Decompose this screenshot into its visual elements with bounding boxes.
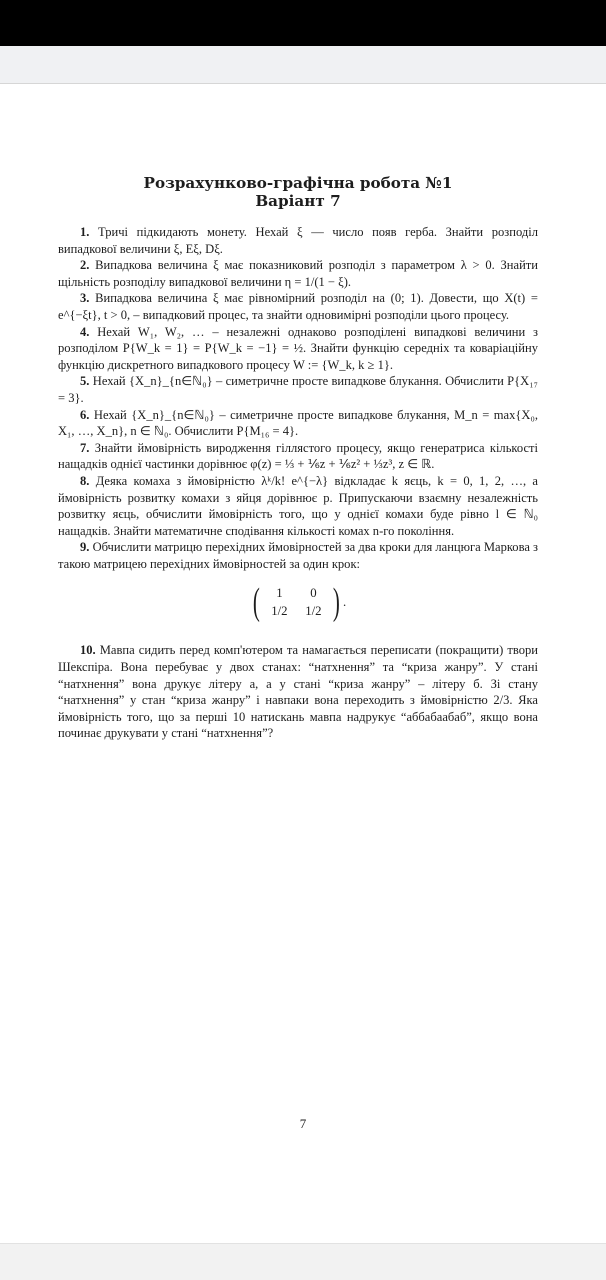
matrix-cell: 1: [276, 585, 283, 600]
transition-matrix: [58, 576, 538, 628]
matrix-grid: [262, 585, 330, 620]
matrix-cell: 1/2: [271, 603, 288, 618]
problem-number: 10.: [80, 643, 96, 658]
title-line-2: Варіант 7: [255, 192, 341, 210]
page-number: 7: [299, 1116, 307, 1131]
problem-number: 1.: [80, 225, 90, 239]
problem-4: [58, 324, 538, 374]
right-paren: ): [333, 581, 341, 624]
problem-text: Нехай W₁, W₂, … – незалежні однаково розподілені випадкові величини з розподілом P{W_k = 1} = P{W_k = −1} = ½. Знайти функцію середніх та коваріаційну функцію дискретного випадкового процесу W := {W_k, k ≥ 1}.: [58, 324, 538, 372]
viewer-toolbar: [0, 46, 606, 84]
problem-6: [58, 407, 538, 440]
problem-number: 4.: [80, 324, 90, 339]
problem-8: [58, 473, 538, 539]
problem-2: [58, 257, 538, 290]
problem-text: Випадкова величина ξ має рівномірний розподіл на (0; 1). Довести, що X(t) = e^{−ξt}, t > 0, – випадковий процес, та знайти одновимірні розподіли цього процесу.: [58, 291, 538, 322]
problem-number: 8.: [80, 473, 90, 488]
document-body: [58, 174, 538, 742]
problem-text: Випадкова величина ξ має показниковий розподіл з параметром λ > 0. Знайти щільність розподілу випадкової величини η = 1/(1 − ξ).: [58, 258, 538, 289]
problem-number: 3.: [80, 291, 90, 306]
problem-number: 2.: [80, 258, 90, 273]
problem-9: [58, 539, 538, 572]
page-title: [58, 174, 538, 210]
problem-text: Знайти ймовірність виродження гіллястого процесу, якщо генератриса кількості нащадків однієї частинки дорівнює φ(z) = ⅓ + ⅙z + ⅙z² + ⅓z³, z ∈ ℝ.: [58, 440, 539, 472]
problem-text: Нехай {X_n}_{n∈ℕ₀} – симетричне просте випадкове блукання, M_n = max{X₀, X₁, …, X_n}, n ∈ ℕ₀. Обчислити P{M₁₆ = 4}.: [58, 407, 538, 439]
problem-number: 7.: [80, 440, 90, 455]
problem-5: [58, 373, 538, 406]
problem-10: [58, 642, 538, 742]
problem-text: Тричі підкидають монету. Нехай ξ — число появ герба. Знайти розподіл випадкової величини ξ, Eξ, Dξ.: [58, 225, 538, 256]
matrix-cell: 1/2: [305, 603, 322, 618]
problem-text: Мавпа сидить перед комп'ютером та намагається переписати (покращити) твори Шекспіра. Вона перебуває у двох станах: “натхнення” та “криза жанру”. У стані “натхнення” вона друкує літеру а, а у стані “криза жанру” – літеру б. Зі стану “натхнення” у стан “криза жанру” і навпаки вона переходить з ймовірністю 2/3. Яка ймовірність того, що за перші 10 натискань мавпа надрукує “аббабаабаб”, якщо вона починає друкувати у стані “натхнення”?: [58, 643, 538, 741]
problem-text: Нехай {X_n}_{n∈ℕ₀} – симетричне просте випадкове блукання. Обчислити P{X₁₇ = 3}.: [58, 374, 538, 405]
matrix-cell: 0: [310, 585, 317, 600]
problem-number: 5.: [80, 374, 90, 389]
status-bar: [0, 0, 606, 46]
left-paren: (: [252, 581, 260, 624]
problem-number: 9.: [80, 540, 90, 555]
problem-list: [58, 224, 538, 742]
problem-3: [58, 290, 538, 323]
matrix-period: .: [343, 595, 347, 610]
problem-number: 6.: [80, 407, 90, 422]
matrix: [250, 581, 347, 624]
problem-7: [58, 440, 538, 473]
problem-1: [58, 224, 538, 257]
problem-text: Деяка комаха з ймовірністю λᵏ/k! e^{−λ} відкладає k яєць, k = 0, 1, 2, …, а ймовірність розвитку комахи з яйця дорівнює p. Припускаючи взаємну незалежність розвитку яєць, обчислити ймовірність того, що у однієї комахи буде рівно l ∈ ℕ₀ нащадків. Знайти математичне сподівання кількості комах n-го покоління.: [58, 473, 538, 538]
title-line-1: Розрахунково-графічна робота №1: [143, 174, 453, 192]
problem-text: Обчислити матрицю перехідних ймовірностей за два кроки для ланцюга Маркова з такою матрицею перехідних ймовірностей за один крок:: [58, 540, 538, 571]
